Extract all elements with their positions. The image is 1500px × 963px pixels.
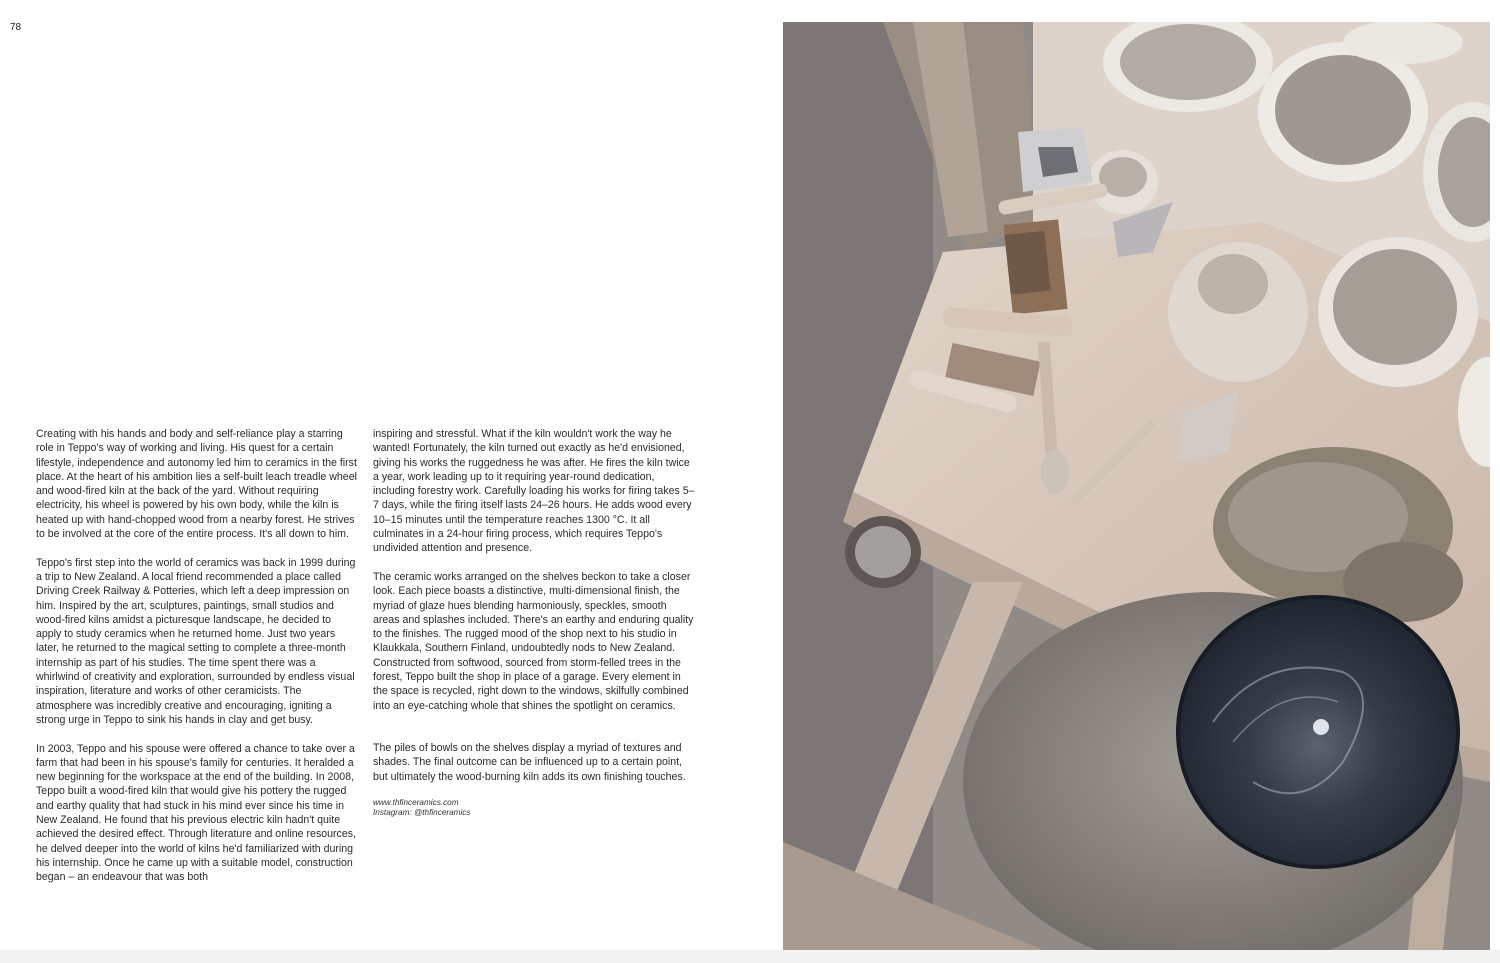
- page-number: 78: [10, 22, 22, 33]
- credits: [373, 798, 695, 818]
- website-link[interactable]: www.thfinceramics.com: [373, 798, 459, 808]
- paragraph: Teppo's first step into the world of ceramics was back in 1999 during a trip to New Zealand. A local friend recommended a place called Driving Creek Railway & Potteries, which left a deep impression on him. Inspired by the art, sculptures, paintings, small studios and wood-fired kilns amidst a picturesque landscape, he decided to apply to study ceramics when he returned home. Just two years later, he returned to the magical setting to complete a three-month internship as part of his studies. The time spent there was a whirlwind of creativity and exploration, surrounded by endless visual inspiration, literature and works of other ceramicists. The atmosphere was incredibly creative and encouraging, igniting a strong urge in Teppo to sink his hands in clay and get busy.: [36, 556, 356, 726]
- studio-photo: [783, 22, 1490, 950]
- paragraph: The ceramic works arranged on the shelves beckon to take a closer look. Each piece boasts a distinctive, multi-dimensional finish, the myriad of glaze hues blending harmoniously, speckles, smooth areas and splashes included. There's an earthy and enduring quality to the finishes. The rugged mood of the shop next to his studio in Klaukkala, Southern Finland, undoubtedly nods to New Zealand. Constructed from softwood, sourced from storm-felled trees in the forest, Teppo built the shop in place of a garage. Every element in the space is recycled, right down to the windows, skilfully combined into an eye-catching whole that shines the spotlight on ceramics.: [373, 570, 694, 712]
- instagram-handle: Instagram: @thfinceramics: [373, 808, 471, 818]
- article-column-right: [373, 427, 695, 818]
- paragraph: Creating with his hands and body and self-reliance play a starring role in Teppo's way of working and living. His quest for a certain lifestyle, independence and autonomy led him to ceramics in the first place. At the heart of his ambition lies a self-built leach treadle wheel and wood-fired kiln at the back of the yard. Without requiring electricity, his wheel is powered by his own body, while the kiln is heated up with hand-chopped wood from a nearby forest. He strives to be involved at the core of the entire process. It's all down to him.: [36, 428, 357, 541]
- paragraph: The piles of bowls on the shelves display a myriad of textures and shades. The final outcome can be influenced up to a certain point, but ultimately the wood-burning kiln adds its own finishing touches.: [373, 741, 686, 783]
- article-column-left: [36, 427, 358, 899]
- paragraph: In 2003, Teppo and his spouse were offered a chance to take over a farm that had been in his spouse's family for centuries. It heralded a new beginning for the workspace at the end of the building. In 2008, Teppo built a wood-fired kiln that would give his pottery the rugged and earthy quality that had stuck in his mind ever since his time in New Zealand. He found that his previous electric kiln hadn't quite achieved the desired effect. Through literature and online resources, he delved deeper into the world of kilns he'd familiarized with during his internship. Once he came up with a suitable model, construction began – an endeavour that was both: [36, 742, 356, 884]
- page-bottom-edge: [0, 950, 1500, 963]
- paragraph: inspiring and stressful. What if the kiln wouldn't work the way he wanted! Fortunately, the kiln turned out exactly as he'd envisioned, giving his works the ruggedness he was after. He fires the kiln twice a year, work leading up to it requiring year-round dedication, including forestry work. Carefully loading his works for firing takes 5–7 days, while the firing itself lasts 24–26 hours. He adds wood every 10–15 minutes until the temperature reaches 1300 °C. It all culminates in a 24-hour firing process, which requires Teppo's undivided attention and presence.: [373, 428, 695, 555]
